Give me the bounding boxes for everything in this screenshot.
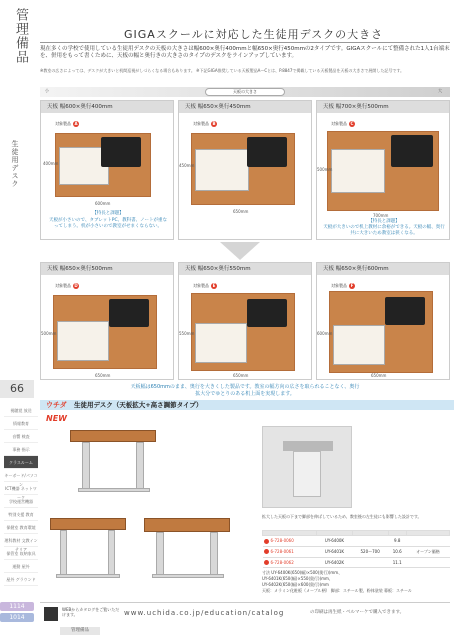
badge-icon: F — [350, 283, 354, 288]
panel-heading: 天板 幅650×奥行450mm — [179, 101, 311, 113]
qty-cell: 11.1 — [388, 557, 406, 568]
sidebar-nav-item[interactable]: 学校運営機器 — [4, 495, 38, 508]
table-row: 6-728-0062 UY-6402K 11.1 — [263, 557, 450, 568]
panel-heading: 天板 幅650×奥行600mm — [317, 263, 449, 275]
size-cell: 520〜700 — [352, 546, 388, 557]
sidebar-nav-item[interactable]: 特別支援 教育 — [4, 508, 38, 521]
panel-heading: 天板 幅650×奥行550mm — [179, 263, 311, 275]
note-cell: オープン価格 — [406, 546, 449, 557]
model-cell: UY-6402K — [317, 557, 353, 568]
sidebar-nav-item[interactable]: 事務 指示 — [4, 443, 38, 456]
panel-heading: 天板 幅700×奥行500mm — [317, 101, 449, 113]
qty-cell: 10.6 — [388, 546, 406, 557]
page-ref-pill[interactable]: 1114 — [0, 602, 34, 611]
bullet-icon — [264, 549, 269, 554]
sidebar-nav — [4, 404, 38, 586]
sidebar-category: 管理備品 — [13, 8, 28, 64]
detail-photo — [262, 426, 352, 508]
intro-text: 現在多くの学校で使用している生徒用デスクの天板の大きさは幅600×奥行400mmと幅650×奥行450mmの2タイプです。GIGAスクールにて整備された1人1台端末を、併用をもって書くために、天板の幅と奥行きの大きさのタイプのデスクをラインアップしています。 — [40, 46, 450, 59]
size-panel-a — [40, 100, 174, 240]
tablet-image — [391, 135, 433, 167]
scale-small-label: 小 — [45, 88, 49, 93]
depth-label: 450mm — [179, 163, 195, 168]
sidebar-nav-item[interactable]: 保健室 教育環境 — [4, 521, 38, 534]
sidebar-subcategory: 生徒用デスク — [11, 140, 19, 188]
note-cell — [406, 557, 449, 568]
tablet-image — [109, 299, 149, 327]
brand-logo: ウチダ — [46, 401, 67, 409]
table-row: 6-728-0060 UY-6400K 9.8 — [263, 536, 450, 547]
depth-label: 600mm — [317, 331, 333, 336]
tablet-image — [101, 137, 141, 167]
sidebar-nav-item[interactable]: 音響 検査 — [4, 430, 38, 443]
width-label: 650mm — [233, 373, 249, 378]
depth-label: 400mm — [43, 161, 59, 166]
width-label: 700mm — [373, 213, 389, 218]
spec-notes — [262, 570, 450, 594]
textbook-image — [333, 325, 385, 365]
model-cell: UY-6400K — [317, 536, 353, 547]
desk-photo-2 — [50, 518, 130, 588]
badge-icon: A — [74, 121, 78, 126]
tablet-image — [247, 137, 287, 167]
product-title: 生徒用デスク（天板拡大+高さ調節タイプ） — [74, 401, 203, 409]
size-cell — [352, 536, 388, 547]
footer-brand-note: の印刷は再生紙・ベルマーケで購入できます。 — [310, 610, 405, 615]
sidebar-nav-item[interactable]: キーボード/パソコン — [4, 469, 38, 482]
product-tag: 対象製品 A — [55, 121, 78, 126]
product-tag: 対象製品 B — [193, 121, 216, 126]
footer — [40, 602, 450, 622]
product-tag: 対象製品 E — [193, 283, 216, 288]
scale-large-label: 大 — [438, 88, 442, 93]
main-content — [40, 0, 454, 639]
width-label: 650mm — [371, 373, 387, 378]
desk-photo-3 — [144, 518, 234, 588]
badge-icon: C — [350, 121, 354, 126]
product-tag: 対象製品 C — [331, 121, 354, 126]
page-ref-pill[interactable]: 1014 — [0, 613, 34, 622]
intro-note: ※教室の広さによっては、デスクが大きいと机間巡視がしづらくなる場合もあります。 ※下記GIGA推奨している天板製品A〜Cとは、P.8847で掲載している天板製品を天板の大きさで展開した記号です。 — [40, 68, 405, 73]
detail-caption: 拡大した天板の下まで脚部を伸ばしているため、教室後の左生徒にも影響した設計です。 — [262, 514, 422, 519]
bottom-caption: 天板幅は650mmのまま、奥行を大きくした製品です。教室の幅方向の広さを取られることなく、奥行拡大分でゆとりのある机上面を実現します。 — [130, 384, 360, 397]
feature-title: 【特長と課題】 — [92, 211, 124, 216]
sidebar-nav-item[interactable]: 情報教育 — [4, 417, 38, 430]
size-panel-b — [178, 100, 312, 240]
bullet-icon — [264, 560, 269, 565]
footer-text: WEBからカタログをご覧いただけます。 — [62, 607, 120, 617]
note-cell — [406, 536, 449, 547]
badge-icon: D — [74, 283, 78, 288]
page-title: GIGAスクールに対応した生徒用デスクの大きさ — [124, 28, 384, 41]
sidebar-nav-item[interactable]: 屋外 グラウンド — [4, 573, 38, 586]
size-panel-d — [40, 262, 174, 380]
desk-photo-1 — [70, 430, 160, 500]
qr-code-icon — [44, 607, 58, 621]
size-panel-f — [316, 262, 450, 380]
sidebar-nav-item-active[interactable]: クラスルーム — [4, 456, 38, 469]
arrow-down-icon — [220, 242, 260, 260]
bullet-icon — [264, 539, 269, 544]
textbook-image — [331, 149, 385, 193]
textbook-image — [195, 149, 249, 191]
scale-center-label: 天板の大きさ — [205, 88, 285, 96]
badge-icon: B — [212, 121, 216, 126]
size-panel-c — [316, 100, 450, 240]
width-label: 650mm — [95, 373, 111, 378]
tablet-image — [247, 299, 287, 327]
sidebar-nav-item[interactable]: 視聴覚 放送 — [4, 404, 38, 417]
textbook-image — [195, 323, 247, 363]
depth-label: 550mm — [179, 331, 195, 336]
spec-note-line: 寸法 UY-6400K(650(幅)×500(奥行))mm、 — [262, 570, 343, 575]
sidebar-nav-item[interactable]: 運動 屋外 — [4, 560, 38, 573]
sidebar-nav-item[interactable]: 理科教材 文教インテリア — [4, 534, 38, 547]
feature-text: 天板が小さいので、タブレットPC、教科書、ノートが重なってしまう。机が小さいので教室がせまくならない。 — [49, 218, 167, 229]
catalog-link[interactable]: www.uchida.co.jp/education/catalog — [124, 609, 285, 617]
size-cell — [352, 557, 388, 568]
badge-icon: E — [212, 283, 216, 288]
sidebar-bottom — [0, 600, 36, 624]
size-panel-e — [178, 262, 312, 380]
spec-note-line: 天板：メラミン化粧板（メープル柄） 脚部：スチール製、粉体塗装 幕板：スチール — [262, 588, 412, 593]
feature-text: 天板が大きいので机上教材に余裕ができる。天板の幅、奥行共に大きいため教室は狭くなる。 — [323, 225, 445, 236]
panel-heading: 天板 幅650×奥行500mm — [41, 263, 173, 275]
depth-label: 500mm — [41, 331, 57, 336]
product-tag: 対象製品 D — [55, 283, 78, 288]
spec-table — [262, 530, 450, 568]
spec-note-line: UY-6401K(650(幅)×550(奥行))mm、 — [262, 576, 333, 581]
depth-label: 500mm — [317, 167, 333, 172]
new-badge: NEW — [46, 414, 67, 423]
product-tag: 対象製品 F — [331, 283, 354, 288]
textbook-image — [57, 321, 109, 361]
width-label: 650mm — [233, 209, 249, 214]
qty-cell: 9.8 — [388, 536, 406, 547]
panel-heading: 天板 幅600×奥行400mm — [41, 101, 173, 113]
tablet-image — [385, 297, 425, 325]
model-cell: UY-6401K — [317, 546, 353, 557]
feature-title: 【特長と課題】 — [368, 219, 400, 224]
sidebar — [0, 0, 36, 639]
sidebar-nav-item[interactable]: 保管室 収納家具 — [4, 547, 38, 560]
width-label: 600mm — [95, 201, 111, 206]
table-row: 6-728-0061 UY-6401K 520〜700 10.6 オープン価格 — [263, 546, 450, 557]
sidebar-nav-item[interactable]: ICT機器 ネットワーク — [4, 482, 38, 495]
spec-note-line: UY-6402K(650(幅)×600(奥行))mm — [262, 582, 329, 587]
category-tab[interactable]: 管理備品 — [60, 627, 100, 635]
page-number: 66 — [0, 380, 34, 398]
